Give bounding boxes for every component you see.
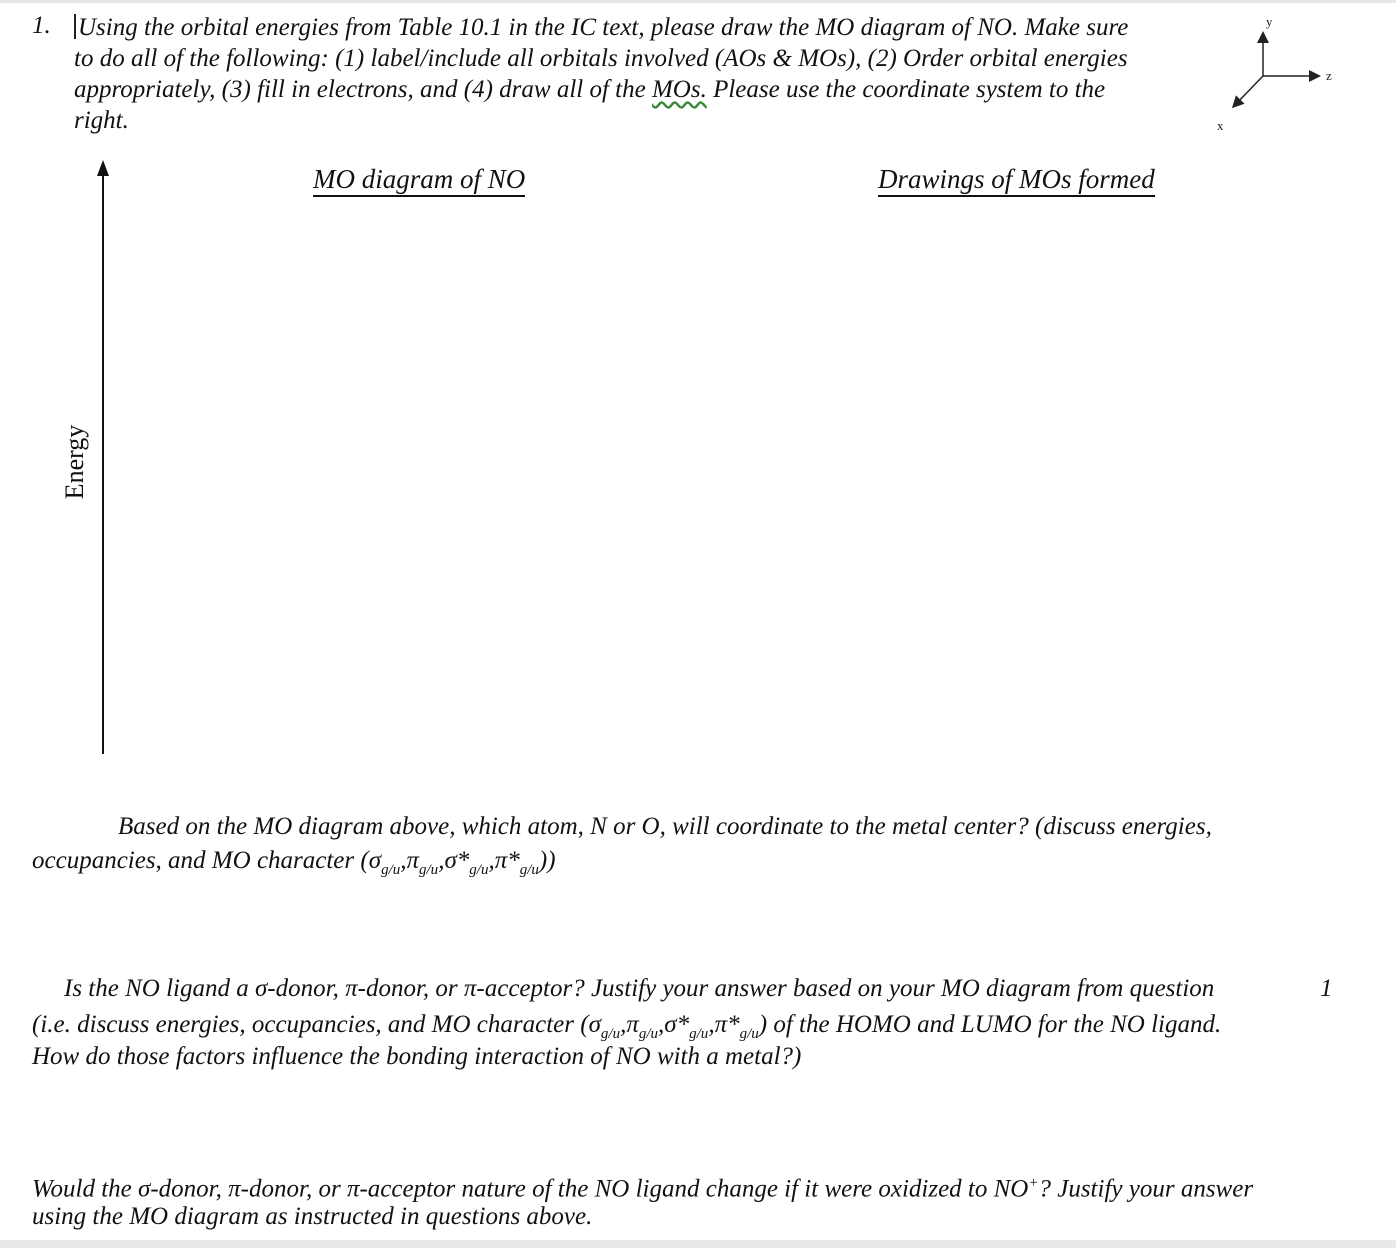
question-4-line-2: using the MO diagram as instructed in questions above. xyxy=(32,1203,593,1230)
question-1-text xyxy=(74,12,1194,136)
q1-line-4: right. xyxy=(74,107,129,134)
question-3-line-3: How do those factors influence the bonding interaction of NO with a metal?) xyxy=(32,1043,802,1070)
top-edge xyxy=(0,0,1396,3)
text-cursor xyxy=(74,14,76,39)
q1-line-2: to do all of the following: (1) label/include all orbitals involved (AOs & MOs), (2) Order orbital energies xyxy=(74,45,1128,72)
q1-line-1: Using the orbital energies from Table 10.1 in the IC text, please draw the MO diagram of NO. Make sure xyxy=(74,12,1194,43)
question-3-line-2: (i.e. discuss energies, occupancies, and MO character $(\sigma_{g/u},\pi_{g/u},\sigma*_{g/u},\pi*_{g/u})$ of the HOMO and LUMO for the NO ligand. xyxy=(32,1011,1222,1042)
coordinate-system xyxy=(1217,10,1340,140)
spellcheck-word[interactable]: MOs. xyxy=(651,76,707,103)
q1-line-3: appropriately, (3) fill in electrons, and (4) draw all of the MOs. Please use the coordinate system to the xyxy=(74,76,1106,103)
drawings-heading: Drawings of MOs formed xyxy=(878,164,1155,195)
z-axis-label: z xyxy=(1326,68,1332,83)
energy-arrow xyxy=(93,160,113,760)
question-2-line-1: Based on the MO diagram above, which atom, N or O, will coordinate to the metal center? (discuss energies, xyxy=(118,813,1212,840)
question-4-line-1: Would the σ-donor, π-donor, or π-acceptor nature of the NO ligand change if it were oxidized to NO+? Justify your answer xyxy=(32,1175,1254,1203)
mo-diagram-heading: MO diagram of NO xyxy=(313,164,525,195)
question-3-line-1: Is the NO ligand a σ-donor, π-donor, or π-acceptor? Justify your answer based on your MO diagram from question xyxy=(64,975,1215,1002)
question-3-reference: 1 xyxy=(1320,975,1333,1002)
y-axis-label: y xyxy=(1266,14,1273,29)
energy-label: Energy xyxy=(60,424,89,500)
x-axis-label: x xyxy=(1217,118,1224,133)
bottom-edge xyxy=(0,1240,1396,1248)
question-1-number: 1. xyxy=(32,12,51,39)
x-axis-arrow xyxy=(1234,76,1263,106)
question-2-line-2: occupancies, and MO character $(\sigma_{g/u},\pi_{g/u},\sigma*_{g/u},\pi*_{g/u})$) xyxy=(32,847,556,878)
